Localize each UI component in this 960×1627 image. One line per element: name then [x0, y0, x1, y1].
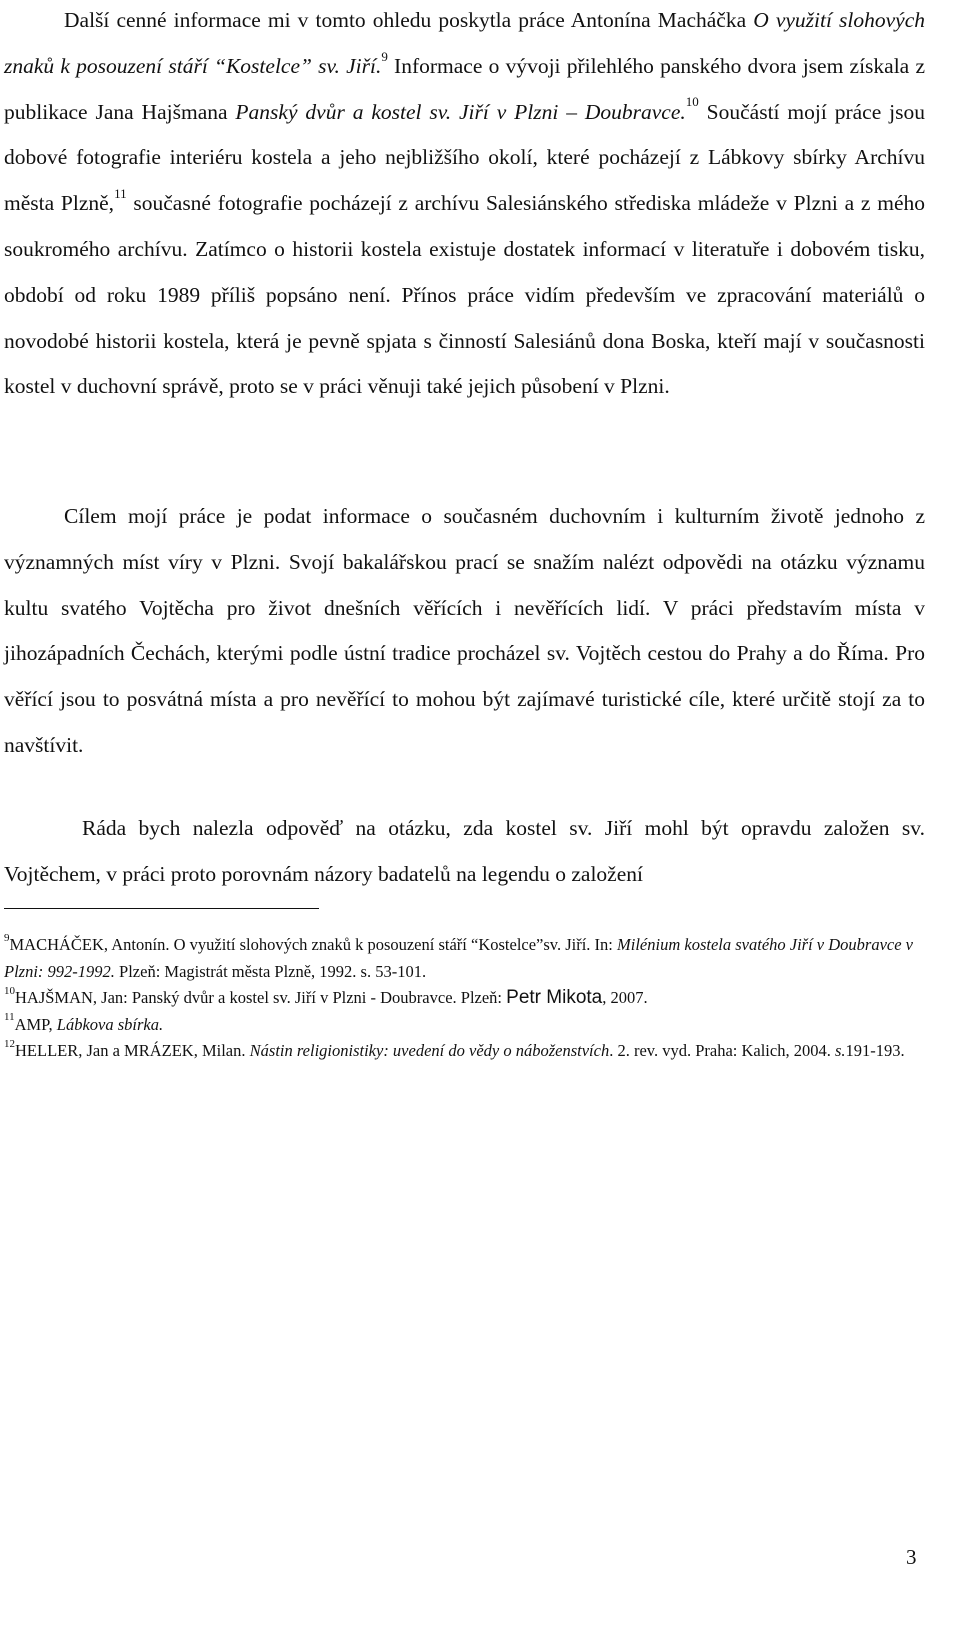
footnote-text: AMP,: [14, 1014, 57, 1034]
page-number: 3: [906, 1545, 917, 1569]
footnote-11: [4, 1012, 925, 1039]
paragraph-1: [4, 0, 925, 410]
footnote-italic-2: s.: [834, 1041, 846, 1060]
footnote-separator: [4, 908, 319, 909]
paragraph-3: [4, 806, 925, 898]
footnote-text: HAJŠMAN, Jan: Panský dvůr a kostel sv. Jiří v Plzni - Doubravce. Plzeň:: [15, 988, 507, 1007]
footnote-publisher: Petr Mikota: [506, 987, 603, 1008]
footnote-tail: , 2007.: [602, 988, 648, 1007]
p1-title-hajsman: Panský dvůr a kostel sv. Jiří v Plzni – Doubravce.: [235, 99, 686, 124]
footnote-italic: Nástin religionistiky: uvedení do vědy o náboženstvích: [249, 1041, 610, 1060]
footnote-number: 9: [4, 931, 10, 944]
p1-text-3: Součástí mojí práce jsou dobové fotografie interiéru kostela a jeho nejbližšího okolí, které pocházejí z Lábkovy sbírky Archívu města Plzně,: [4, 99, 926, 216]
footnote-italic: Milénium kostela svatého Jiří v Doubravce v Plzni: 992-1992.: [4, 935, 914, 981]
footnote-ref-11[interactable]: 11: [114, 186, 127, 202]
p1-text-1: Další cenné informace mi v tomto ohledu poskytla práce Antonína Macháčka: [64, 8, 754, 32]
footnote-tail: Plzeň: Magistrát města Plzně, 1992. s. 53-101.: [114, 961, 427, 981]
footnote-number: 10: [4, 984, 15, 997]
p1-title-machacek: O využití slohových znaků k posouzení stáří “Kostelce” sv. Jiří.: [4, 8, 925, 78]
paragraph-2-text: Cílem mojí práce je podat informace o současném duchovním i kulturním životě jednoho z významných míst víry v Plzni. Svojí bakalářskou prací se snažím nalézt odpovědi na otázku významu kultu svatého Vojtěcha pro život dnešních věřících i nevěřících lidí. V práci představím místa v jihozápadních Čechách, kterými podle ústní tradice procházel sv. Vojtěch cestou do Prahy a do Říma. Pro věřící jsou to posvátná místa a pro nevěřící to mohou být zajímavé turistické cíle, které určitě stojí za to navštívit.: [4, 504, 925, 757]
footnote-10: [4, 985, 925, 1012]
footnote-number: 11: [4, 1011, 15, 1023]
footnote-tail: . 2. rev. vyd. Praha: Kalich, 2004.: [609, 1041, 835, 1060]
paragraph-3-text: Ráda bych nalezla odpověď na otázku, zda kostel sv. Jiří mohl být opravdu založen sv. Vojtěchem, v práci proto porovnám názory badatelů na legendu o založení: [4, 816, 925, 886]
footnote-italic: Lábkova sbírka.: [56, 1014, 164, 1034]
paragraph-2: [4, 494, 925, 769]
footnote-text: MACHÁČEK, Antonín. O využití slohových znaků k posouzení stáří “Kostelce”sv. Jiří. In:: [9, 935, 618, 954]
p1-text-4: současné fotografie pocházejí z archívu Salesiánského střediska mládeže v Plzni a z mého soukromého archívu. Zatímco o historii kostela existuje dostatek informací v literatuře i dobovém tisku, období od roku 1989 příliš popsáno není. Přínos práce vidím především ve zpracování materiálů o novodobé historii kostela, která je pevně spjata s činností Salesiánů dona Boska, kteří mají v současnosti kostel v duchovní správě, proto se v práci věnuji také jejich působení v Plzni.: [4, 191, 925, 399]
footnotes: [4, 932, 925, 1065]
p1-text-2: Informace o vývoji přilehlého panského dvora jsem získala z publikace Jana Hajšmana: [4, 53, 925, 124]
footnote-tail-2: 191-193.: [845, 1041, 905, 1060]
footnote-9: [4, 932, 925, 985]
footnote-number: 12: [4, 1037, 15, 1050]
footnote-text: HELLER, Jan a MRÁZEK, Milan.: [15, 1041, 250, 1060]
footnote-ref-10[interactable]: 10: [685, 94, 699, 110]
footnote-ref-9[interactable]: 9: [381, 48, 388, 64]
footnote-12: [4, 1038, 925, 1065]
